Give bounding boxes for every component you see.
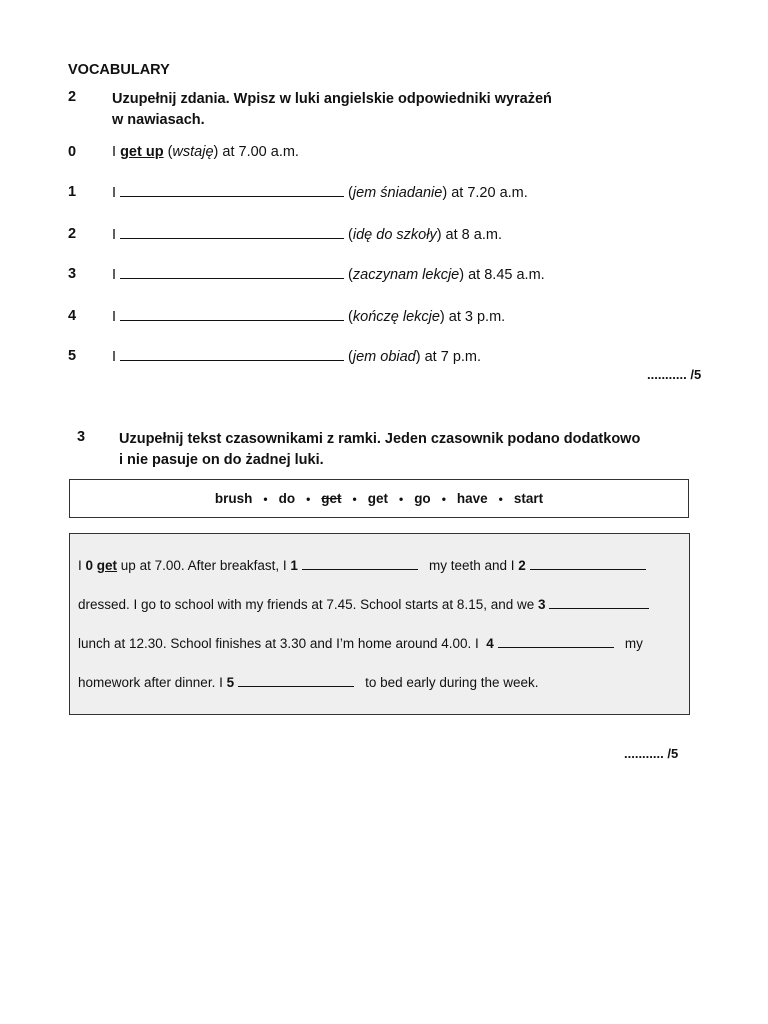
row-number: 2 xyxy=(68,226,77,242)
row-text: I get up (wstaję) at 7.00 a.m. xyxy=(112,144,299,160)
row-text: I (kończę lekcje) at 3 p.m. xyxy=(112,309,506,325)
answer-blank[interactable] xyxy=(120,308,344,321)
text-line-1 xyxy=(78,558,646,573)
exercise-3-number: 3 xyxy=(77,429,86,445)
text-fragment: lunch at 12.30. School finishes at 3.30 and I’m home around 4.00. I xyxy=(78,636,483,651)
gap-number: 4 xyxy=(486,636,494,651)
section-title: VOCABULARY xyxy=(68,62,170,78)
text-line-2 xyxy=(78,597,649,612)
row-number: 4 xyxy=(68,308,77,324)
gap-number: 1 xyxy=(290,558,298,573)
word-go: go xyxy=(414,491,431,506)
bullet-separator: • xyxy=(441,491,446,506)
text-line-4 xyxy=(78,675,538,690)
example-answer: get up xyxy=(120,144,164,160)
gap-number: 5 xyxy=(226,675,235,690)
text-line-3 xyxy=(78,636,643,651)
gap-number: 0 xyxy=(85,558,94,573)
gap-blank-2[interactable] xyxy=(530,558,646,570)
row-time: ) at 7.20 a.m. xyxy=(442,185,528,201)
row-subject: I xyxy=(112,144,117,160)
row-number: 5 xyxy=(68,348,77,364)
word-box xyxy=(69,479,689,518)
gap-row-2 xyxy=(0,226,768,246)
row-subject: I xyxy=(112,185,117,201)
row-time: ) at 7.00 a.m. xyxy=(213,144,299,160)
word-have: have xyxy=(456,491,488,506)
word-brush: brush xyxy=(214,491,253,506)
example-row xyxy=(0,144,768,164)
row-subject: I xyxy=(112,349,117,365)
row-time: ) at 8 a.m. xyxy=(436,227,502,243)
polish-hint: jem śniadanie xyxy=(352,185,443,201)
answer-blank[interactable] xyxy=(120,226,344,239)
bullet-separator: • xyxy=(263,491,268,506)
example-answer: get xyxy=(96,558,118,573)
gap-fill-text xyxy=(69,533,690,715)
text-fragment: up at 7.00. After breakfast, I xyxy=(117,558,291,573)
instruction-line: Uzupełnij zdania. Wpisz w luki angielskie odpowiedniki wyrażeń xyxy=(112,91,552,107)
bullet-separator: • xyxy=(306,491,311,506)
row-text: I (zaczynam lekcje) at 8.45 a.m. xyxy=(112,267,545,283)
gap-number: 3 xyxy=(538,597,546,612)
gap-blank-5[interactable] xyxy=(238,675,354,687)
text-fragment: to bed early during the week. xyxy=(365,675,539,690)
row-number: 1 xyxy=(68,184,77,200)
text-fragment: my teeth and I xyxy=(428,558,519,573)
polish-hint: kończę lekcje xyxy=(352,309,440,325)
gap-blank-1[interactable] xyxy=(302,558,418,570)
text-fragment: dressed. I go to school with my friends at 7.45. School starts at 8.15, and we xyxy=(78,597,538,612)
exercise-3-instruction xyxy=(119,429,640,471)
instruction-line: i nie pasuje on do żadnej luki. xyxy=(119,452,324,468)
instruction-line: w nawiasach. xyxy=(112,112,205,128)
row-time: ) at 7 p.m. xyxy=(415,349,482,365)
polish-hint: wstaję xyxy=(172,144,214,160)
row-number: 0 xyxy=(68,144,77,160)
word-get: get xyxy=(367,491,388,506)
exercise-2-instruction xyxy=(112,89,552,131)
word-start: start xyxy=(513,491,544,506)
answer-blank[interactable] xyxy=(120,266,344,279)
row-number: 3 xyxy=(68,266,77,282)
instruction-line: Uzupełnij tekst czasownikami z ramki. Jeden czasownik podano dodatkowo xyxy=(119,431,641,447)
exercise-2-score: ........... /5 xyxy=(647,367,702,382)
gap-blank-4[interactable] xyxy=(498,636,614,648)
row-text: I (idę do szkoły) at 8 a.m. xyxy=(112,227,502,243)
polish-hint: zaczynam lekcje xyxy=(352,267,460,283)
row-subject: I xyxy=(112,309,117,325)
bullet-separator: • xyxy=(398,491,404,506)
gap-row-3 xyxy=(0,266,768,286)
row-text: I (jem obiad) at 7 p.m. xyxy=(112,349,482,365)
polish-hint: jem obiad xyxy=(352,349,416,365)
row-time: ) at 8.45 a.m. xyxy=(459,267,545,283)
answer-blank[interactable] xyxy=(120,348,344,361)
text-fragment: homework after dinner. I xyxy=(78,675,227,690)
gap-blank-3[interactable] xyxy=(549,597,649,609)
row-subject: I xyxy=(112,227,117,243)
polish-hint: idę do szkoły xyxy=(352,227,437,243)
bullet-separator: • xyxy=(352,491,357,506)
text-fragment: I xyxy=(78,558,86,573)
bullet-separator: • xyxy=(498,491,503,506)
answer-blank[interactable] xyxy=(120,184,344,197)
text-fragment: my xyxy=(624,636,643,651)
gap-row-1 xyxy=(0,184,768,204)
exercise-2-number: 2 xyxy=(68,89,77,105)
row-text: I (jem śniadanie) at 7.20 a.m. xyxy=(112,185,528,201)
row-subject: I xyxy=(112,267,117,283)
word-get-used: get xyxy=(321,491,342,506)
exercise-3-score: ........... /5 xyxy=(624,746,679,761)
word-do: do xyxy=(278,491,296,506)
gap-row-4 xyxy=(0,308,768,328)
row-time: ) at 3 p.m. xyxy=(439,309,506,325)
gap-number: 2 xyxy=(518,558,526,573)
gap-row-5 xyxy=(0,348,768,368)
